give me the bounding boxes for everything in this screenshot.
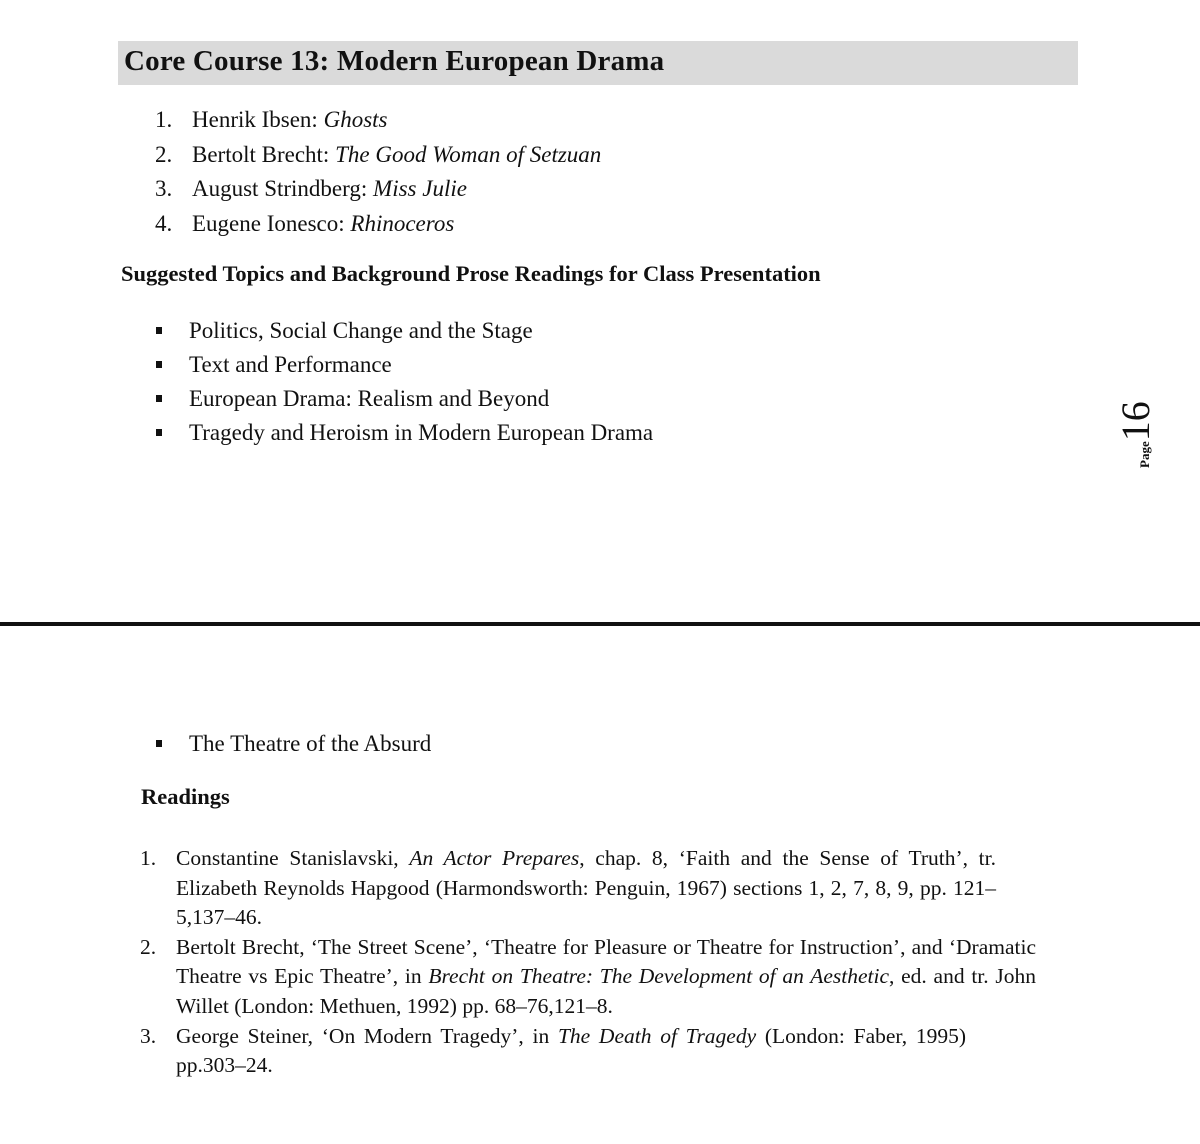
course-title-bar <box>118 41 1078 85</box>
topic-item <box>155 416 653 450</box>
text-item <box>155 103 601 138</box>
reading-text-pre: Constantine Stanislavski, <box>176 846 410 870</box>
text-item-work: Ghosts <box>323 107 388 132</box>
text-item-author: Eugene Ionesco: <box>192 210 351 236</box>
text-item-number: 4. <box>155 210 173 236</box>
reading-item <box>140 933 1036 1022</box>
topics-heading: Suggested Topics and Background Prose Readings for Class Presentation <box>121 261 821 286</box>
prescribed-texts-list <box>155 103 601 241</box>
text-item-work: Miss Julie <box>373 176 467 201</box>
reading-text-post: (London: Faber, 1995) pp.303–24. <box>176 1023 966 1078</box>
topic-item <box>155 382 653 416</box>
bullet-icon <box>156 429 162 436</box>
bullet-icon <box>156 361 162 368</box>
reading-title: Brecht on Theatre: The Development of an Aesthetic <box>428 964 890 989</box>
course-title: Core Course 13: Modern European Drama <box>124 45 665 77</box>
bullet-icon <box>156 327 162 334</box>
reading-item <box>140 1022 966 1081</box>
bullet-icon <box>156 740 162 747</box>
reading-title: An Actor Prepares <box>409 846 580 870</box>
text-item-number: 2. <box>155 141 173 167</box>
reading-text-post: , chap. 8, ‘Faith and the Sense of Truth’, tr. Elizabeth Reynolds Hapgood (Harmondsworth: Penguin, 1967) sections 1, 2, 7, 8, 9, pp. 121–5,137–46. <box>176 846 996 930</box>
topics-list <box>155 314 653 450</box>
topic-label: European Drama: Realism and Beyond <box>189 386 550 411</box>
bullet-icon <box>156 395 162 402</box>
text-item-work: The Good Woman of Setzuan <box>335 141 602 167</box>
topic-label: Politics, Social Change and the Stage <box>189 318 533 343</box>
page-break-divider <box>0 622 1200 626</box>
topics-list-continued <box>155 727 431 761</box>
text-item-author: August Strindberg: <box>192 176 374 201</box>
text-item-author: Bertolt Brecht: <box>192 141 336 167</box>
topic-item <box>155 348 653 382</box>
reading-number: 3. <box>140 1023 157 1048</box>
reading-text-pre: George Steiner, ‘On Modern Tragedy’, in <box>176 1023 558 1048</box>
text-item-number: 1. <box>155 107 173 132</box>
readings-heading: Readings <box>141 784 230 809</box>
reading-text-pre: Bertolt Brecht, ‘The Street Scene’, ‘Theatre for Pleasure or Theatre for Instruction’, and ‘Dramatic Theatre vs Epic Theatre’, in <box>176 934 1036 989</box>
page-number <box>1112 372 1172 472</box>
text-item-author: Henrik Ibsen: <box>192 107 324 132</box>
reading-text-post: , ed. and tr. John Willet (London: Methuen, 1992) pp. 68–76,121–8. <box>176 964 1036 1018</box>
text-item <box>155 138 601 173</box>
text-item <box>155 172 601 207</box>
reading-number: 2. <box>140 934 157 959</box>
reading-title: The Death of Tragedy <box>557 1023 757 1048</box>
text-item-work: Rhinoceros <box>350 210 455 236</box>
text-item <box>155 207 601 242</box>
topic-item <box>155 727 431 761</box>
page-number-value: 16 <box>1113 401 1158 442</box>
topic-label: Tragedy and Heroism in Modern European Drama <box>189 420 654 445</box>
topic-item <box>155 314 653 348</box>
readings-list <box>140 844 1040 1081</box>
topic-label: Text and Performance <box>189 352 392 377</box>
reading-item <box>140 844 996 933</box>
topic-label: The Theatre of the Absurd <box>189 731 432 756</box>
page-number-word: Page <box>1137 441 1152 468</box>
reading-number: 1. <box>140 846 157 870</box>
text-item-number: 3. <box>155 176 173 201</box>
